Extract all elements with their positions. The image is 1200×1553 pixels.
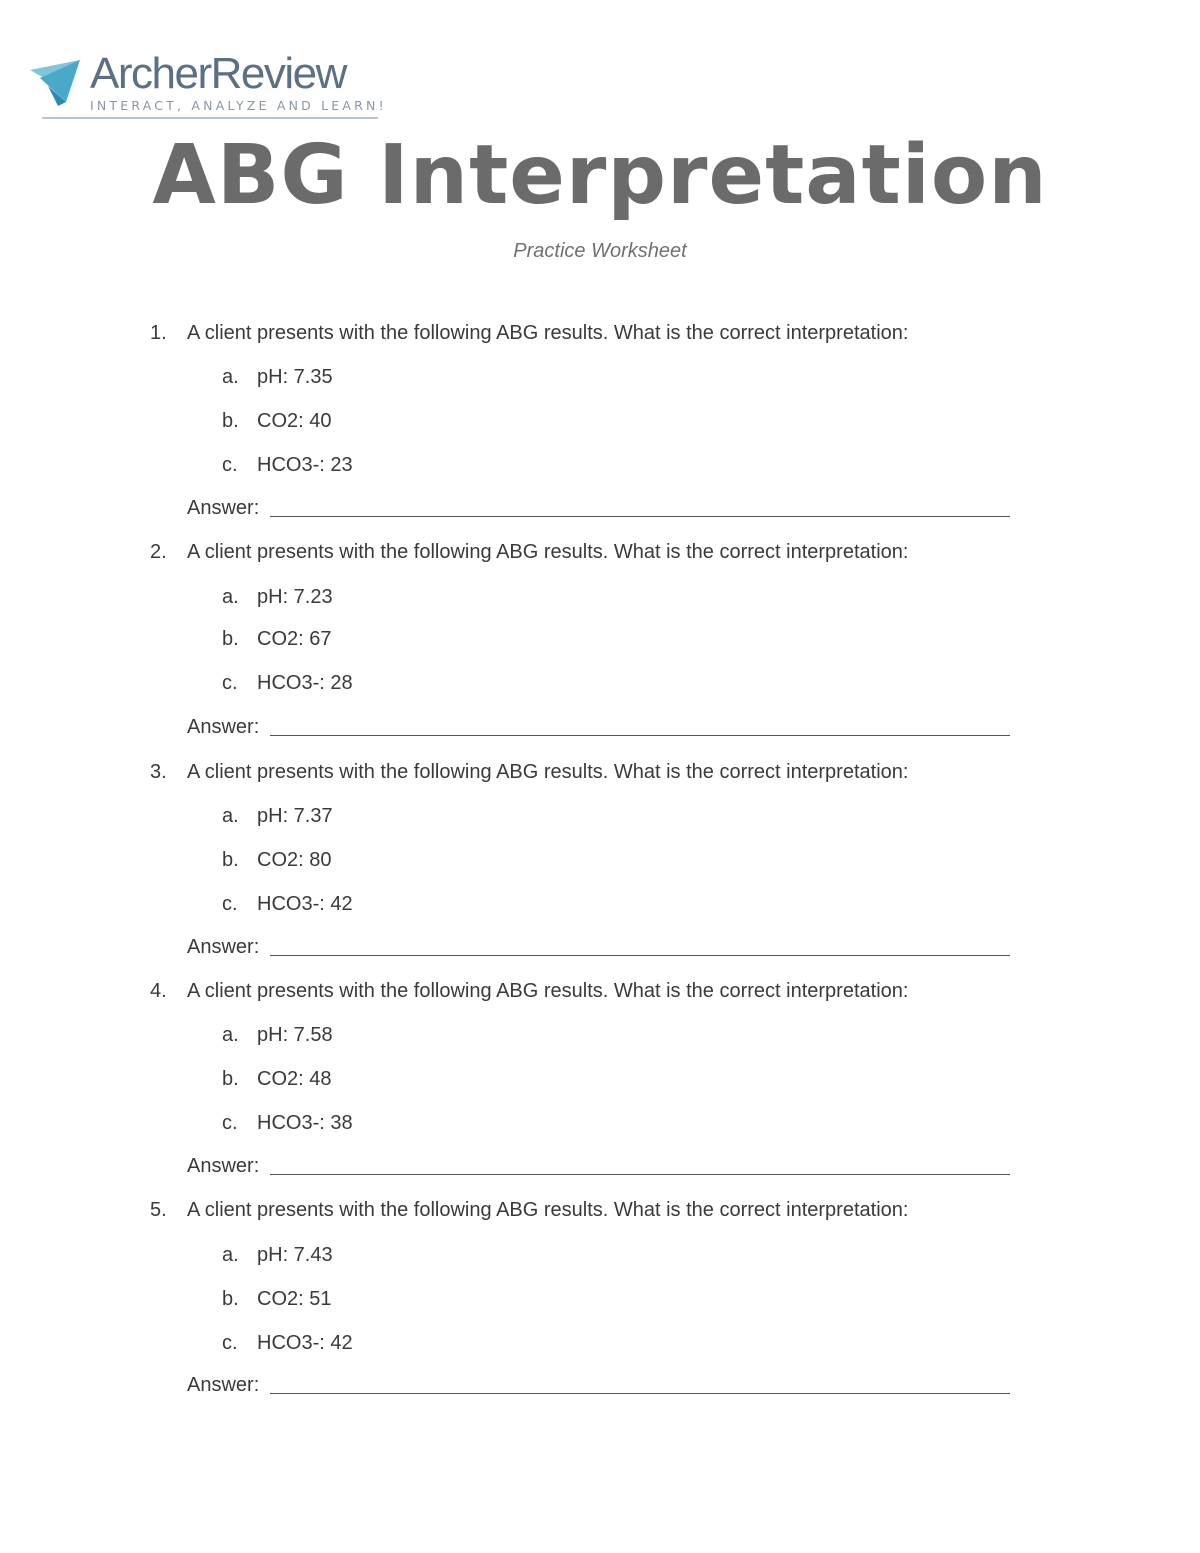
option-ph: pH: 7.58 [257,1024,333,1046]
option-letter: a. [222,805,239,827]
question-number: 2. [150,541,167,563]
answer-blank[interactable] [270,516,1010,517]
brand-name: ArcherReview [90,49,346,98]
archer-review-logo [28,50,388,122]
brand-tagline: INTERACT, ANALYZE AND LEARN! [90,98,387,113]
answer-blank[interactable] [270,735,1010,736]
option-letter: a. [222,1024,239,1046]
question-1 [0,320,1200,520]
answer-label: Answer: [187,936,260,958]
option-letter: a. [222,366,239,388]
question-text: A client presents with the following ABG results. What is the correct interpretation: [187,980,909,1002]
question-text: A client presents with the following ABG results. What is the correct interpretation: [187,761,909,783]
option-hco3: HCO3-: 23 [257,454,353,476]
option-ph: pH: 7.35 [257,366,333,388]
paper-plane-wing-icon [28,56,86,108]
option-letter: c. [222,1112,238,1134]
option-letter: a. [222,1244,239,1266]
option-letter: c. [222,454,238,476]
option-letter: b. [222,410,239,432]
option-co2: CO2: 51 [257,1288,332,1310]
option-letter: c. [222,893,238,915]
page-title: ABG Interpretation [152,128,1048,223]
option-hco3: HCO3-: 42 [257,1332,353,1354]
answer-label: Answer: [187,1374,260,1396]
question-text: A client presents with the following ABG results. What is the correct interpretation: [187,322,909,344]
logo-underline [42,117,378,119]
option-co2: CO2: 40 [257,410,332,432]
question-number: 1. [150,322,167,344]
option-letter: b. [222,628,239,650]
answer-label: Answer: [187,716,260,738]
option-hco3: HCO3-: 38 [257,1112,353,1134]
option-letter: b. [222,849,239,871]
question-3 [0,759,1200,959]
question-text: A client presents with the following ABG results. What is the correct interpretation: [187,541,909,563]
option-letter: c. [222,672,238,694]
question-text: A client presents with the following ABG results. What is the correct interpretation: [187,1199,909,1221]
option-co2: CO2: 80 [257,849,332,871]
option-co2: CO2: 67 [257,628,332,650]
option-ph: pH: 7.37 [257,805,333,827]
option-co2: CO2: 48 [257,1068,332,1090]
option-letter: b. [222,1288,239,1310]
option-letter: a. [222,586,239,608]
option-ph: pH: 7.23 [257,586,333,608]
answer-label: Answer: [187,497,260,519]
question-number: 3. [150,761,167,783]
question-2 [0,539,1200,739]
option-hco3: HCO3-: 42 [257,893,353,915]
option-hco3: HCO3-: 28 [257,672,353,694]
option-letter: c. [222,1332,238,1354]
question-number: 5. [150,1199,167,1221]
page-subtitle: Practice Worksheet [513,240,687,262]
option-letter: b. [222,1068,239,1090]
answer-blank[interactable] [270,1174,1010,1175]
answer-blank[interactable] [270,955,1010,956]
option-ph: pH: 7.43 [257,1244,333,1266]
question-5 [0,1197,1200,1397]
answer-blank[interactable] [270,1393,1010,1394]
question-4 [0,978,1200,1178]
answer-label: Answer: [187,1155,260,1177]
question-number: 4. [150,980,167,1002]
